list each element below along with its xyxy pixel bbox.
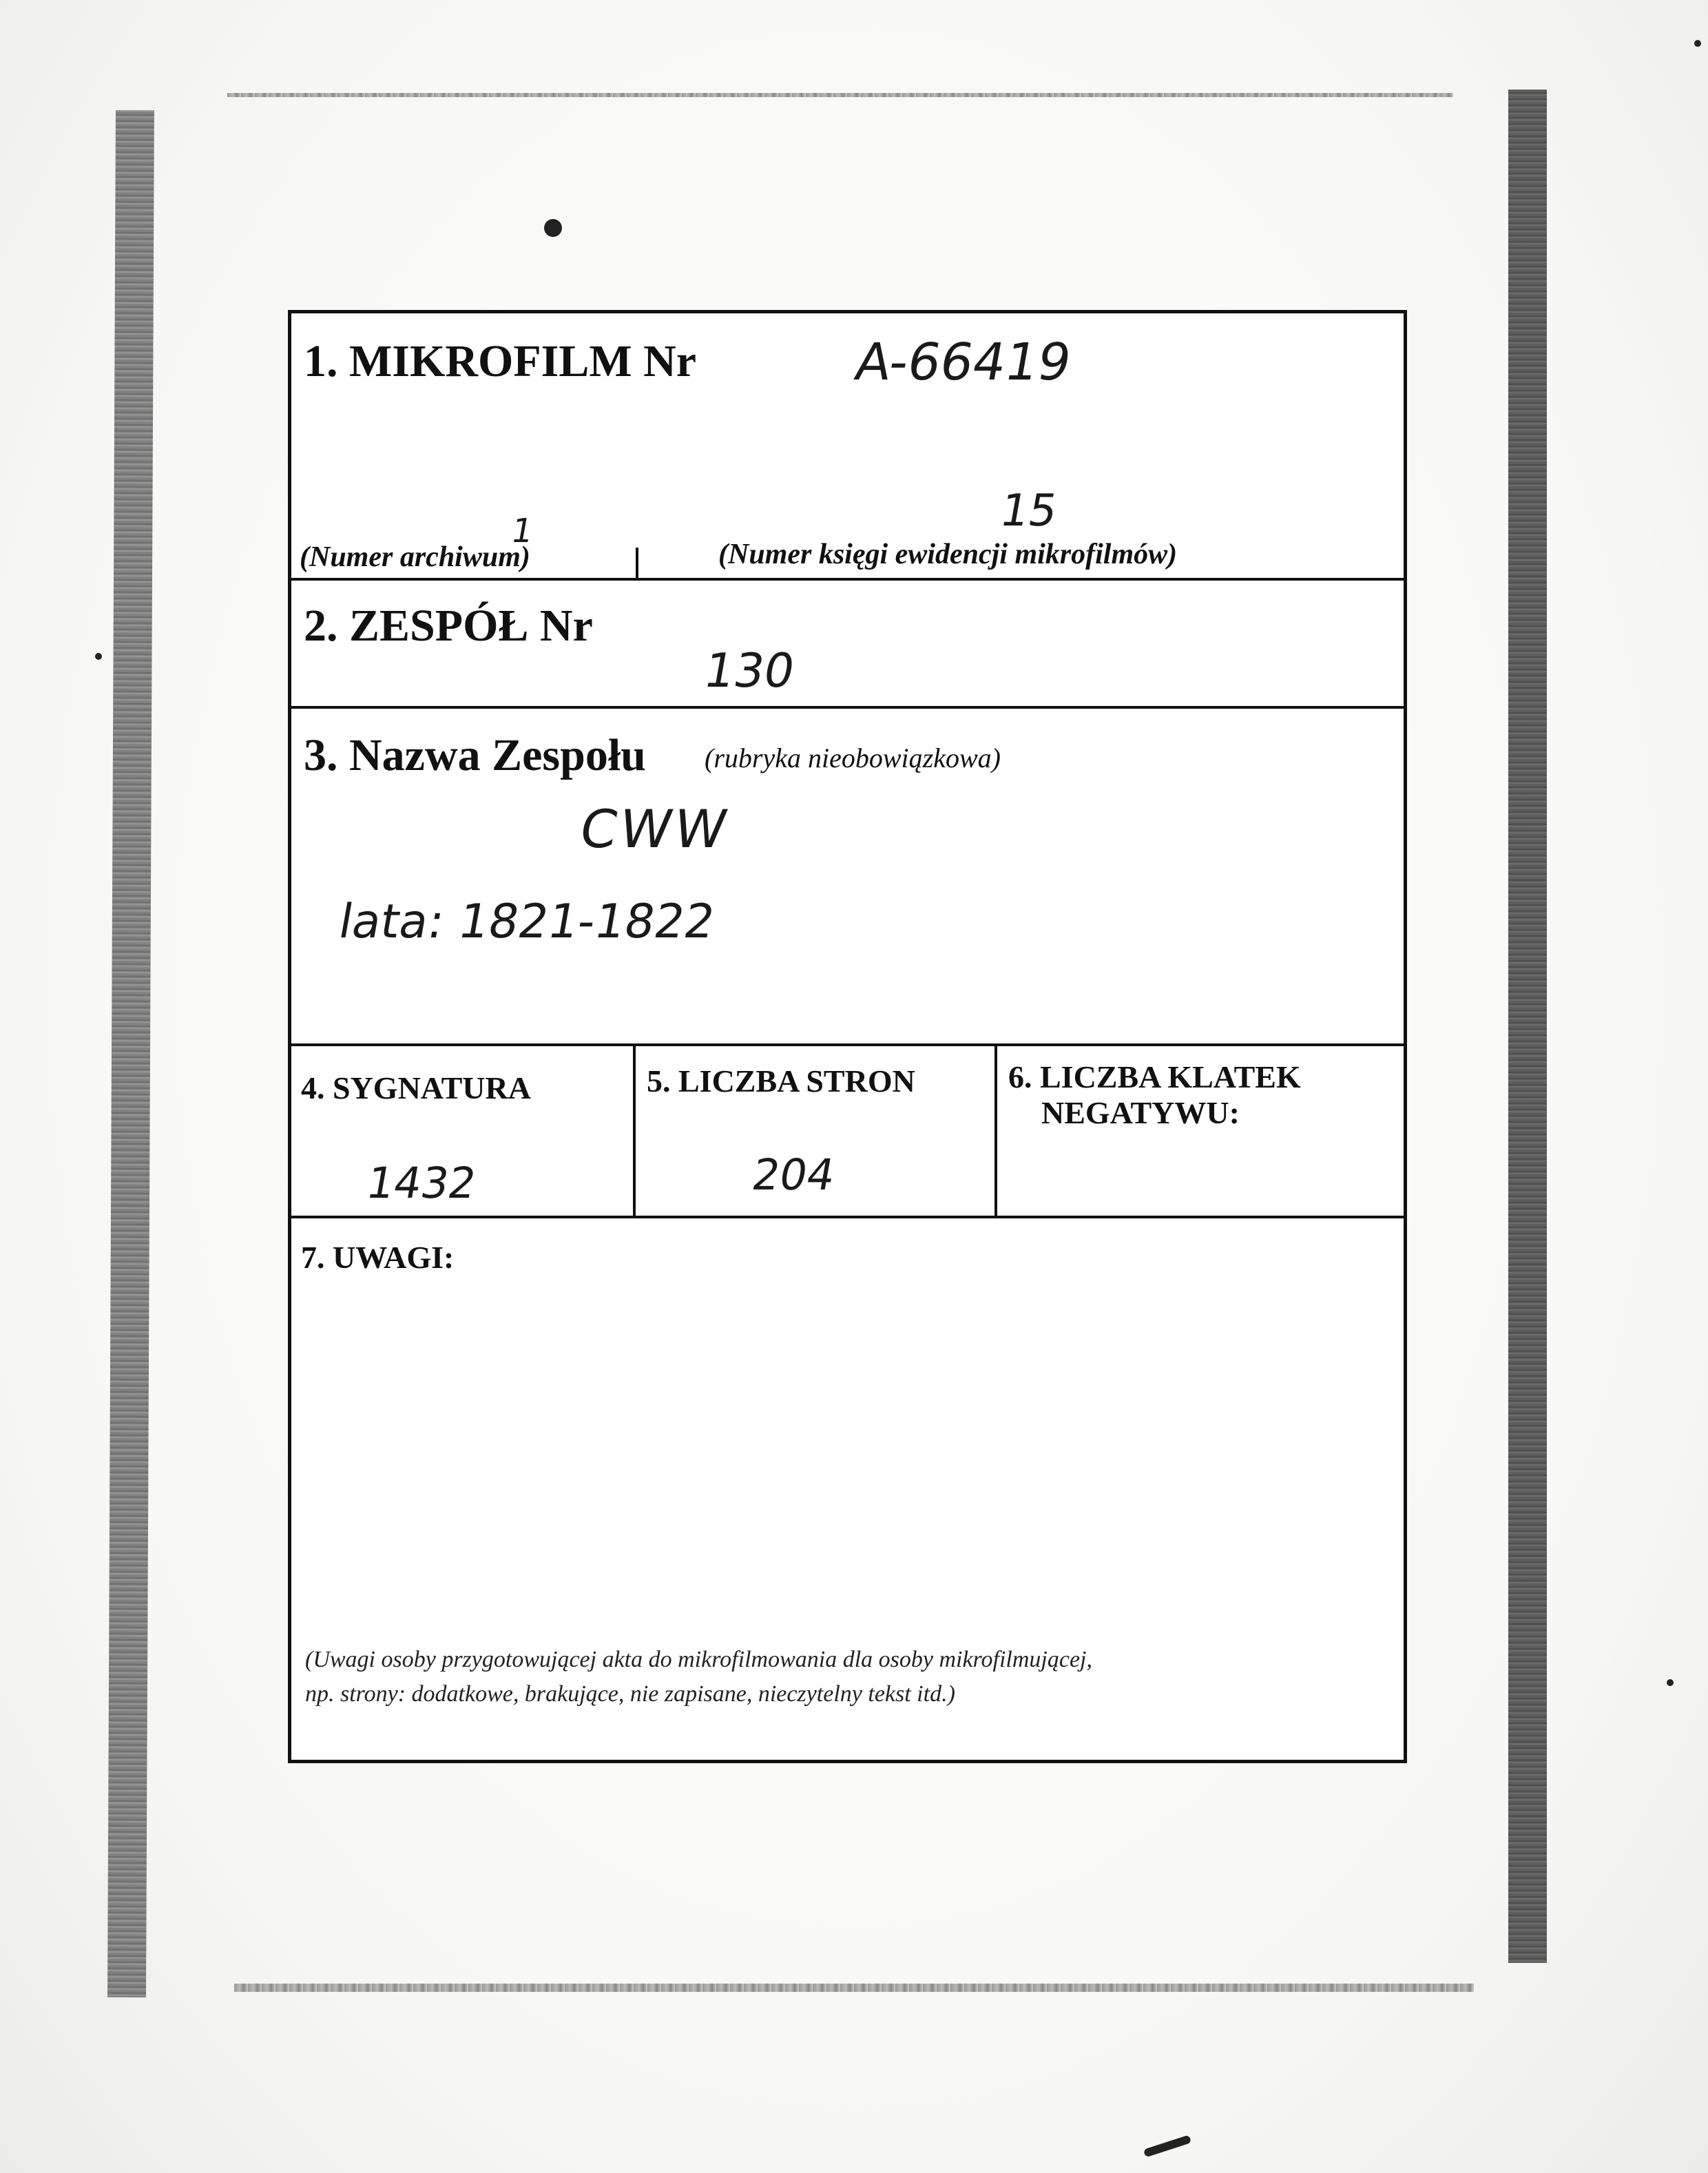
remarks-footnote-line2: np. strony: dodatkowe, brakujące, nie zapisane, nieczytelny tekst itd.) (305, 1681, 955, 1707)
fonds-years-value: lata: 1821-1822 (335, 895, 720, 949)
fonds-name-label: 3. Nazwa Zespołu (304, 730, 646, 780)
film-edge-right (1508, 90, 1547, 1963)
fonds-name-value: CWW (575, 798, 735, 860)
negative-frames-label: 6. LICZBA KLATEK (1008, 1059, 1301, 1094)
film-edge-left (107, 110, 154, 1997)
fonds-number-value: 130 (700, 644, 799, 698)
ink-dot (544, 219, 562, 237)
section-fonds-name (291, 709, 1404, 1046)
register-number-value: 15 (996, 486, 1061, 537)
microfilm-form (288, 310, 1407, 1763)
remarks-footnote (305, 1643, 1390, 1712)
film-edge-bottom (234, 1984, 1474, 1992)
microfilm-number-label: 1. MIKROFILM Nr (304, 336, 697, 386)
ink-speck (95, 653, 102, 660)
section-fonds-number (291, 581, 1404, 709)
negative-frames-cell (997, 1046, 1404, 1216)
ink-speck (1694, 40, 1701, 47)
section-microfilm-number (291, 313, 1404, 581)
microfilm-number-value: A-66419 (851, 333, 1076, 392)
register-number-caption: (Numer księgi ewidencji mikrofilmów) (718, 539, 1178, 570)
negative-frames-label-line2: NEGATYWU: (1041, 1095, 1240, 1130)
remarks-label: 7. UWAGI: (301, 1240, 455, 1275)
fonds-number-label: 2. ZESPÓŁ Nr (304, 601, 593, 651)
ink-speck (1667, 1679, 1674, 1686)
page-count-value: 204 (748, 1150, 839, 1200)
section-details-row (291, 1046, 1404, 1218)
caption-divider (636, 548, 638, 578)
signature-value: 1432 (362, 1158, 481, 1208)
ink-speck (1143, 2134, 1191, 2157)
remarks-footnote-line1: (Uwagi osoby przygotowującej akta do mikrofilmowania dla osoby mikrofilmującej, (305, 1647, 1092, 1672)
signature-cell (291, 1046, 636, 1216)
fonds-name-note: (rubryka nieobowiązkowa) (705, 742, 1001, 773)
archive-number-caption: (Numer archiwum) (300, 541, 530, 573)
signature-label: 4. SYGNATURA (301, 1070, 531, 1105)
page-count-label: 5. LICZBA STRON (647, 1063, 915, 1099)
archive-number-value: 1 (508, 512, 537, 550)
film-edge-top (227, 93, 1453, 97)
section-remarks (291, 1218, 1404, 1760)
page-count-cell (636, 1046, 997, 1216)
